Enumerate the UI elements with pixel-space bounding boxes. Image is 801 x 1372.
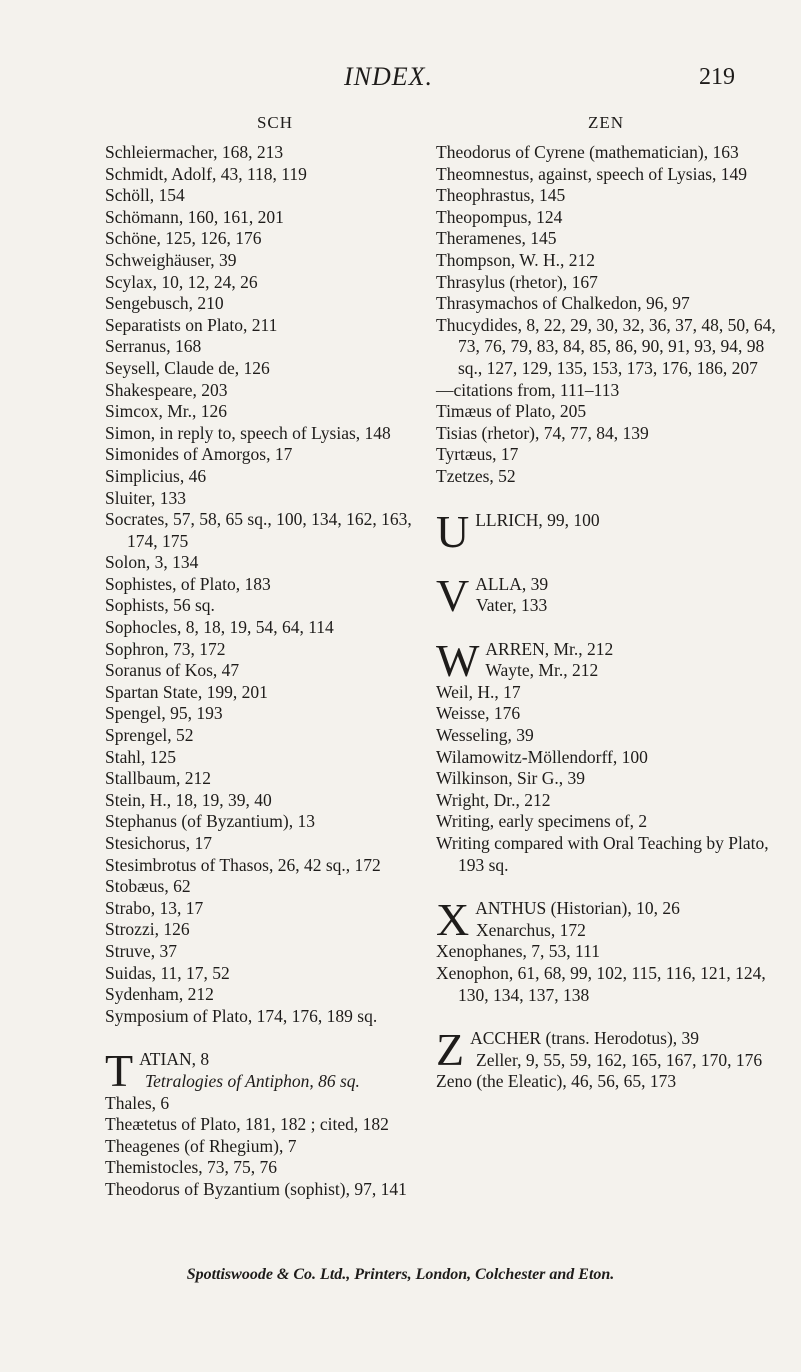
right-column — [436, 110, 776, 1093]
index-entry: Xenophon, 61, 68, 99, 102, 115, 116, 121, 124, 130, 134, 137, 138 — [436, 963, 766, 1005]
letter-section-u — [436, 505, 776, 557]
index-entry: Schmidt, Adolf, 43, 118, 119 — [105, 163, 307, 184]
drop-cap: X — [436, 894, 470, 946]
index-entry: Strabo, 13, 17 — [105, 897, 204, 918]
index-entry: Sophists, 56 sq. — [105, 595, 215, 616]
index-entry: Simcox, Mr., 126 — [105, 401, 228, 422]
index-entry: Sophocles, 8, 18, 19, 54, 64, 114 — [105, 617, 334, 638]
index-entry: Struve, 37 — [105, 940, 177, 961]
index-entry: Thompson, W. H., 212 — [436, 249, 595, 270]
index-entry: Thales, 6 — [105, 1092, 170, 1113]
index-entry: Weisse, 176 — [436, 703, 521, 724]
index-entry: Zeno (the Eleatic), 46, 56, 65, 173 — [436, 1071, 677, 1092]
index-entry: Seysell, Claude de, 126 — [105, 357, 270, 378]
index-entry: Stein, H., 18, 19, 39, 40 — [105, 789, 272, 810]
index-entry: Theætetus of Plato, 181, 182 ; cited, 182 — [105, 1114, 389, 1135]
index-entry: —citations from, 111–113 — [436, 379, 620, 400]
index-entry: TATIAN, 8 — [105, 1045, 210, 1097]
index-entry: Theopompus, 124 — [436, 206, 563, 227]
index-entry: Sydenham, 212 — [105, 984, 214, 1005]
index-entry: Themistocles, 73, 75, 76 — [105, 1157, 278, 1178]
drop-cap: T — [105, 1045, 134, 1097]
page-number: 219 — [699, 64, 735, 90]
index-entry: Theramenes, 145 — [436, 228, 557, 249]
index-entry: Suidas, 11, 17, 52 — [105, 962, 230, 983]
index-entry: Vater, 133 — [476, 595, 548, 616]
index-entry: Xenophanes, 7, 53, 111 — [436, 941, 600, 962]
letter-section-t — [105, 1045, 445, 1200]
index-entry: Sophistes, of Plato, 183 — [105, 573, 271, 594]
index-entry: Solon, 3, 134 — [105, 552, 199, 573]
index-entry: Spengel, 95, 193 — [105, 703, 223, 724]
index-entry: Timæus of Plato, 205 — [436, 401, 587, 422]
index-entry: Tyrtæus, 17 — [436, 444, 519, 465]
index-entry: Schleiermacher, 168, 213 — [105, 142, 284, 162]
index-entry: Schweighäuser, 39 — [105, 249, 237, 270]
index-entry: Theodorus of Cyrene (mathematician), 163 — [436, 142, 739, 162]
index-entry: Writing compared with Oral Teaching by Plato, 193 sq. — [436, 833, 769, 875]
index-entry: Serranus, 168 — [105, 336, 202, 357]
index-entry: Writing, early specimens of, 2 — [436, 811, 648, 832]
index-entry: Socrates, 57, 58, 65 sq., 100, 134, 162, 163, 174, 175 — [105, 509, 412, 551]
index-entry: Wright, Dr., 212 — [436, 789, 551, 810]
entry-list — [436, 142, 776, 488]
entry-list — [105, 1093, 445, 1201]
index-entry: Theomnestus, against, speech of Lysias, 149 — [436, 163, 748, 184]
index-entry: Schöll, 154 — [105, 185, 185, 206]
index-entry: Tisias (rhetor), 74, 77, 84, 139 — [436, 422, 649, 443]
column-heading: ZEN — [587, 113, 625, 132]
index-entry: Soranus of Kos, 47 — [105, 660, 240, 681]
drop-cap: Z — [436, 1024, 465, 1076]
index-entry: Theagenes (of Rhegium), 7 — [105, 1135, 297, 1156]
index-entry: Thrasymachos of Chalkedon, 96, 97 — [436, 293, 690, 314]
index-entry: Tzetzes, 52 — [436, 465, 516, 486]
index-entry: Tetralogies of Antiphon, 86 sq. — [145, 1070, 360, 1091]
index-entry: ZACCHER (trans. Herodotus), 39 — [436, 1024, 700, 1076]
index-entry: Wayte, Mr., 212 — [485, 660, 599, 681]
index-entry: Schöne, 125, 126, 176 — [105, 228, 262, 249]
index-entry: Sophron, 73, 172 — [105, 638, 226, 659]
left-column — [105, 110, 445, 1201]
index-entry: Thrasylus (rhetor), 167 — [436, 271, 598, 292]
index-entry: Stahl, 125 — [105, 746, 176, 767]
letter-section-x — [436, 894, 776, 1006]
entry-list — [436, 941, 776, 1006]
column-heading: SCH — [256, 113, 294, 132]
index-entry: Wilamowitz-Möllendorff, 100 — [436, 746, 648, 767]
index-entry: Spartan State, 199, 201 — [105, 681, 268, 702]
index-entry: Stephanus (of Byzantium), 13 — [105, 811, 315, 832]
index-entry: Simonides of Amorgos, 17 — [105, 444, 293, 465]
index-entry: Wilkinson, Sir G., 39 — [436, 768, 586, 789]
index-entry: Separatists on Plato, 211 — [105, 314, 278, 335]
index-entry: Stobæus, 62 — [105, 876, 191, 897]
index-entry: Xenarchus, 172 — [476, 919, 586, 940]
printer-imprint: Spottiswoode & Co. Ltd., Printers, London, Colchester and Eton. — [186, 1266, 615, 1283]
entry-list — [105, 142, 445, 1027]
index-entry: Simon, in reply to, speech of Lysias, 148 — [105, 422, 391, 443]
index-entry: Theophrastus, 145 — [436, 185, 566, 206]
letter-section-v — [436, 569, 776, 621]
index-entry: Sengebusch, 210 — [105, 293, 224, 314]
index-entry: Stesimbrotus of Thasos, 26, 42 sq., 172 — [105, 854, 381, 875]
letter-section-z — [436, 1024, 776, 1093]
drop-cap: V — [436, 569, 470, 621]
index-entry: Stallbaum, 212 — [105, 768, 211, 789]
index-entry: Zeller, 9, 55, 59, 162, 165, 167, 170, 176 — [476, 1049, 763, 1070]
index-entry: Schömann, 160, 161, 201 — [105, 206, 284, 227]
entry-list — [436, 1071, 776, 1093]
index-entry: Sluiter, 133 — [105, 487, 186, 508]
drop-cap: U — [436, 505, 470, 557]
entry-list — [436, 682, 776, 876]
index-entry: Shakespeare, 203 — [105, 379, 228, 400]
index-entry: Strozzi, 126 — [105, 919, 190, 940]
page-header — [0, 62, 801, 102]
letter-section-w — [436, 634, 776, 877]
index-entry: Wesseling, 39 — [436, 725, 534, 746]
index-entry: ULLRICH, 99, 100 — [436, 505, 600, 557]
index-entry: Stesichorus, 17 — [105, 833, 212, 853]
index-entry: Weil, H., 17 — [436, 681, 521, 702]
index-entry: WARREN, Mr., 212 — [436, 634, 614, 686]
running-title: INDEX. — [344, 62, 434, 91]
index-entry: Scylax, 10, 12, 24, 26 — [105, 271, 258, 292]
index-entry: Simplicius, 46 — [105, 465, 207, 486]
index-entry: Sprengel, 52 — [105, 725, 194, 746]
index-entry: Theodorus of Byzantium (sophist), 97, 141 — [105, 1178, 407, 1199]
drop-cap: W — [436, 634, 480, 686]
index-entry: Thucydides, 8, 22, 29, 30, 32, 36, 37, 48, 50, 64, 73, 76, 79, 83, 84, 85, 86, 90, 91, 93, 94, 98 sq., 127, 129, 135, 153, 173, 176, 186, 207 — [436, 314, 776, 378]
index-entry: Symposium of Plato, 174, 176, 189 sq. — [105, 1005, 378, 1026]
index-entry: XANTHUS (Historian), 10, 26 — [436, 894, 680, 946]
index-entry: VALLA, 39 — [436, 569, 549, 621]
